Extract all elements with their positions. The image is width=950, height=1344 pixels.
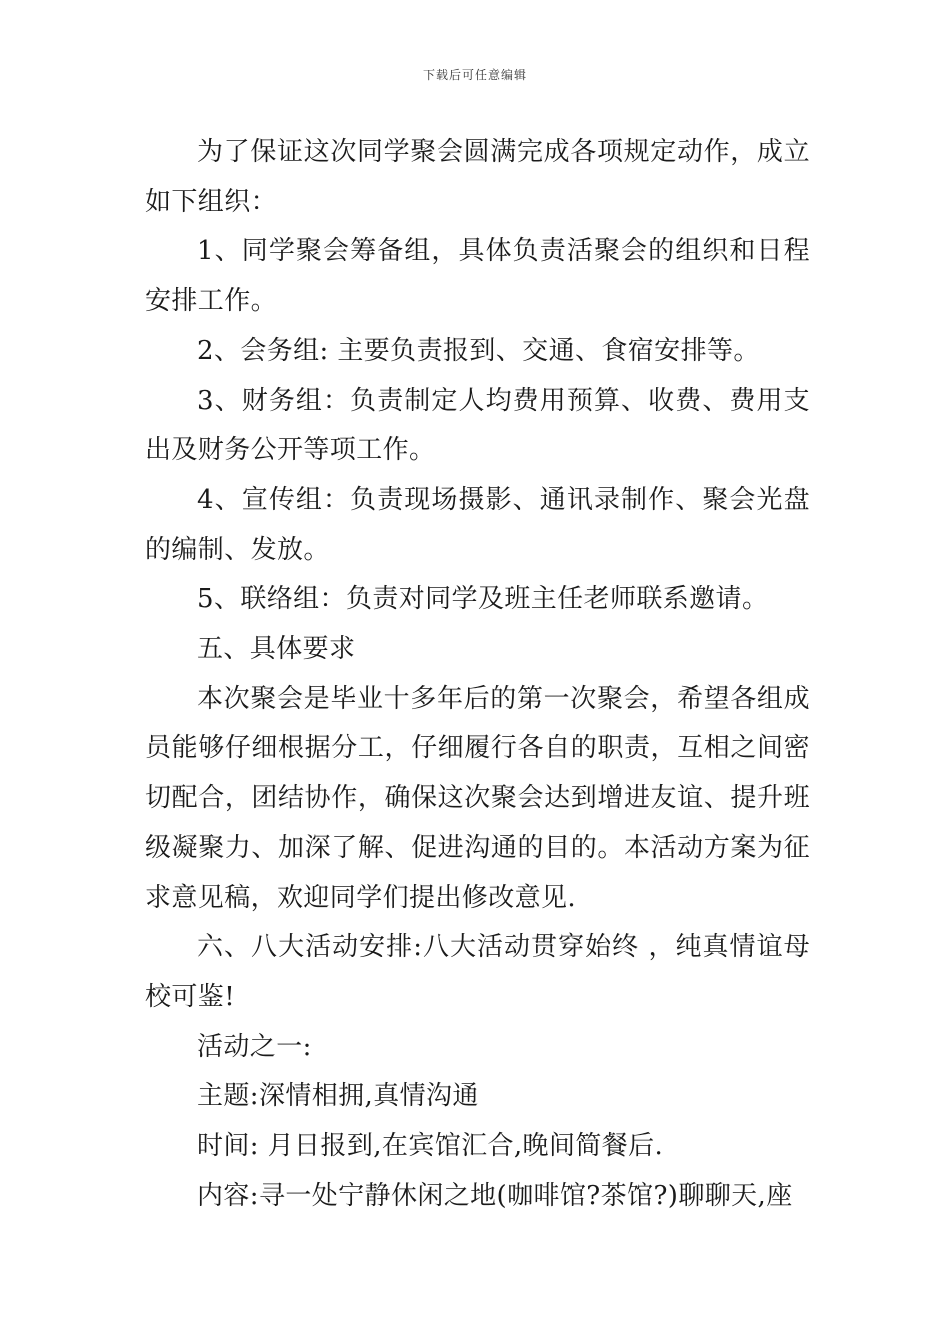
section-heading-requirements: 五、具体要求: [197, 634, 356, 665]
paragraph-finance-group: 3、财务组：负责制定人均费用预算、收费、费用支出及财务公开等项工作。: [145, 385, 810, 466]
paragraph-affairs-group: 2、会务组: 主要负责报到、交通、食宿安排等。: [197, 335, 760, 366]
activity-one-theme: 主题:深情相拥,真情沟通: [197, 1081, 479, 1112]
paragraph-requirements: 本次聚会是毕业十多年后的第一次聚会，希望各组成员能够仔细根据分工，仔细履行各自的职责，互相之间密切配合，团结协作，确保这次聚会达到增进友谊、提升班级凝聚力、加深了解、促进沟通的目的。本活动方案为征求意见稿，欢迎同学们提出修改意见.: [145, 683, 810, 913]
paragraph-liaison-group: 5、联络组：负责对同学及班主任老师联系邀请。: [197, 584, 769, 615]
paragraph-publicity-group: 4、宣传组：负责现场摄影、通讯录制作、聚会光盘的编制、发放。: [145, 484, 810, 565]
download-note: 下载后可任意编辑: [422, 68, 527, 82]
activity-one-time: 时间: 月日报到,在宾馆汇合,晚间简餐后.: [197, 1131, 664, 1162]
section-heading-activities: 六、八大活动安排:八大活动贯穿始终 ，纯真情谊母校可鉴!: [145, 932, 810, 1012]
paragraph-preparation-group: 1、同学聚会筹备组，具体负责活聚会的组织和日程安排工作。: [145, 236, 810, 317]
activity-one-label: 活动之一:: [197, 1031, 312, 1062]
paragraph-organization-intro: 为了保证这次同学聚会圆满完成各项规定动作，成立如下组织：: [145, 137, 810, 217]
activity-one-content: 内容:寻一处宁静休闲之地(咖啡馆?茶馆?)聊聊天,座: [197, 1180, 793, 1211]
document-body: [145, 128, 810, 1221]
